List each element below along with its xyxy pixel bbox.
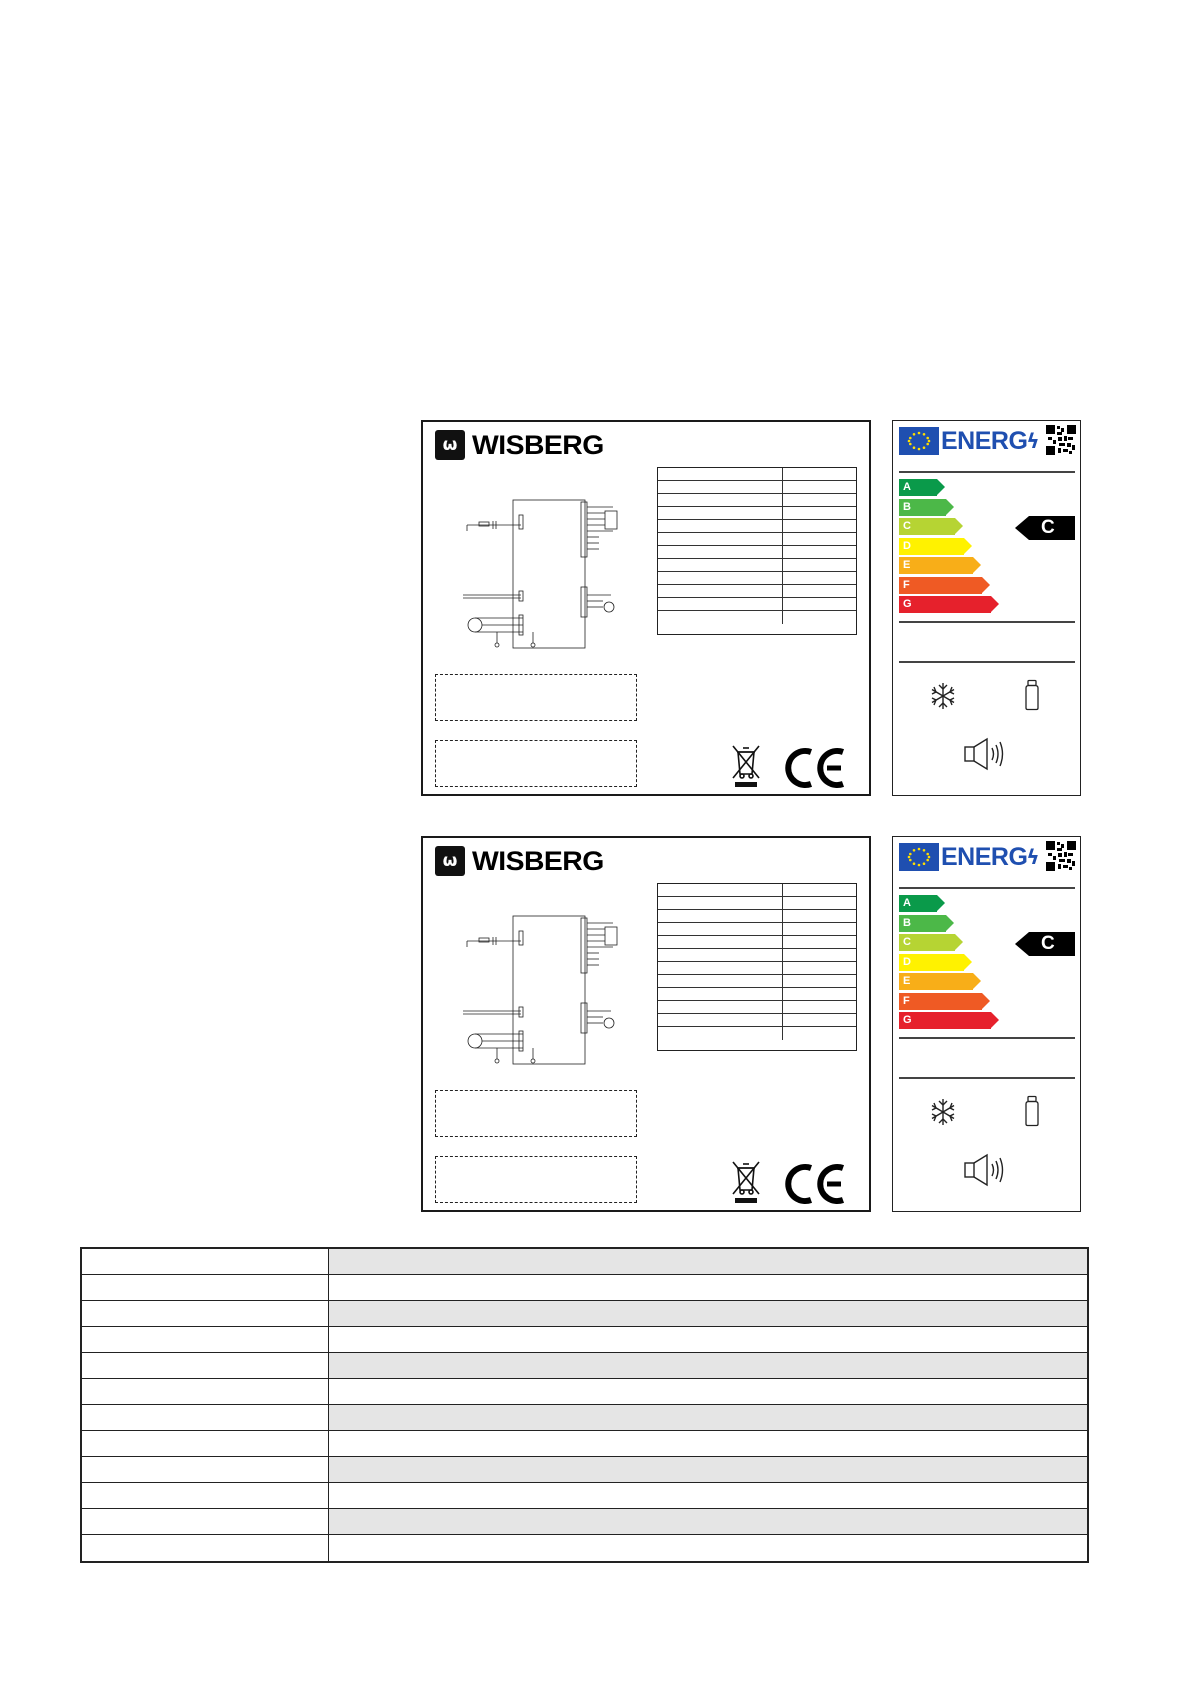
table-row: [82, 1535, 1087, 1561]
spec-table: [657, 467, 857, 635]
eu-flag-icon: [899, 427, 939, 455]
product-data-table: [80, 1247, 1089, 1563]
table-row: [82, 1327, 1087, 1353]
dashed-field-1: [435, 674, 637, 721]
energy-class-badge: [1029, 932, 1075, 956]
scale-bar-g: G: [899, 596, 991, 613]
dashed-field-2: [435, 1156, 637, 1203]
energy-class-badge: [1029, 516, 1075, 540]
bottle-icon: [1023, 679, 1041, 711]
speaker-icon: [963, 1152, 1011, 1188]
ce-mark-icon: [783, 1162, 847, 1206]
scale-bar-b: B: [899, 915, 946, 932]
snowflake-icon: [928, 1097, 958, 1127]
weee-bin-icon: [731, 1160, 761, 1204]
ce-mark-icon: [783, 746, 847, 790]
snowflake-icon: [928, 681, 958, 711]
spec-table: [657, 883, 857, 1051]
scale-bar-d: D: [899, 538, 964, 555]
eu-flag-icon: [899, 843, 939, 871]
scale-bar-e: E: [899, 973, 973, 990]
rating-plate-1: [421, 420, 871, 796]
wiring-diagram: [453, 497, 653, 657]
scale-bar-a: A: [899, 479, 937, 496]
bolt-icon: ϟ: [1026, 845, 1040, 869]
scale-bar-c: C: [899, 518, 955, 535]
table-row: [82, 1353, 1087, 1379]
table-row: [82, 1249, 1087, 1275]
wisberg-logo-icon: ω: [435, 846, 465, 876]
dashed-field-1: [435, 1090, 637, 1137]
bottle-icon: [1023, 1095, 1041, 1127]
table-row: [82, 1301, 1087, 1327]
divider: [899, 887, 1075, 889]
energy-scale: [899, 479, 991, 616]
scale-bar-c: C: [899, 934, 955, 951]
divider: [899, 1037, 1075, 1039]
table-row: [82, 1379, 1087, 1405]
wiring-diagram: [453, 913, 653, 1073]
energy-label-2: [892, 836, 1081, 1212]
brand-name: WISBERG: [472, 845, 604, 876]
brand: [435, 844, 604, 878]
wisberg-logo-icon: ω: [435, 430, 465, 460]
divider: [899, 471, 1075, 473]
energy-class-letter: C: [1041, 933, 1055, 954]
scale-bar-d: D: [899, 954, 964, 971]
scale-bar-f: F: [899, 577, 982, 594]
scale-bar-f: F: [899, 993, 982, 1010]
weee-bin-icon: [731, 744, 761, 788]
energy-scale: [899, 895, 991, 1032]
energy-label-1: [892, 420, 1081, 796]
divider: [899, 621, 1075, 623]
qr-code-icon: [1046, 841, 1076, 871]
bolt-icon: ϟ: [1026, 429, 1040, 453]
energy-title: ENERG: [941, 842, 1028, 871]
brand-name: WISBERG: [472, 429, 604, 460]
energy-title: ENERG: [941, 426, 1028, 455]
table-row: [82, 1405, 1087, 1431]
table-row: [82, 1483, 1087, 1509]
scale-bar-b: B: [899, 499, 946, 516]
dashed-field-2: [435, 740, 637, 787]
divider: [899, 661, 1075, 663]
table-row: [82, 1509, 1087, 1535]
speaker-icon: [963, 736, 1011, 772]
divider: [899, 1077, 1075, 1079]
scale-bar-g: G: [899, 1012, 991, 1029]
energy-class-letter: C: [1041, 517, 1055, 538]
table-row: [82, 1457, 1087, 1483]
table-row: [82, 1275, 1087, 1301]
qr-code-icon: [1046, 425, 1076, 455]
brand: [435, 428, 604, 462]
table-row: [82, 1431, 1087, 1457]
scale-bar-a: A: [899, 895, 937, 912]
scale-bar-e: E: [899, 557, 973, 574]
rating-plate-2: [421, 836, 871, 1212]
